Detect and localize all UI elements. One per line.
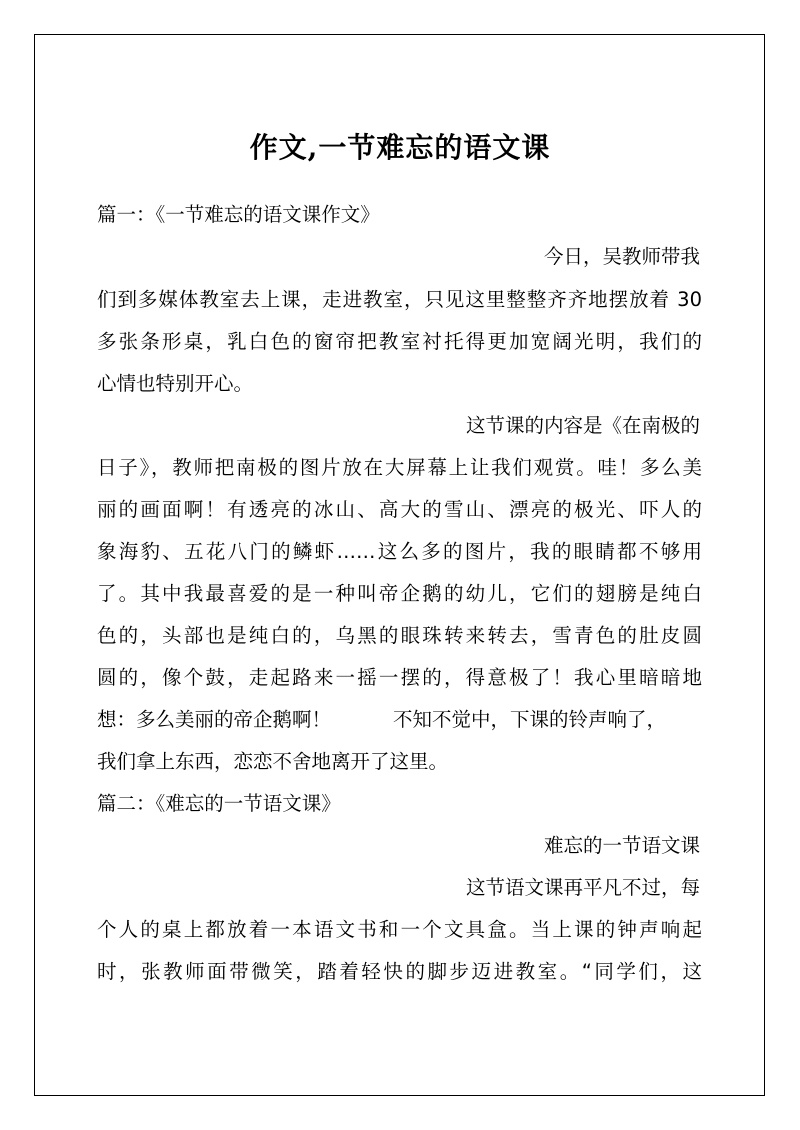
section2-para1-line: 个人的桌上都放着一本语文书和一个文具盒。当上课的钟声响起 [97, 918, 702, 941]
section1-heading: 篇一：《一节难忘的语文课作文》 [97, 203, 380, 226]
document-title: 作文,一节难忘的语文课 [249, 131, 551, 164]
section2-subtitle: 难忘的一节语文课 [543, 834, 700, 857]
section2-heading: 篇二：《难忘的一节语文课》 [97, 792, 341, 815]
section1-para1-line: 们到多媒体教室去上课，走进教室，只见这里整整齐齐地摆放着 30 [97, 288, 702, 311]
section2-para1-line: 时，张教师面带微笑，踏着轻快的脚步迈进教室。“同学们，这 [97, 960, 702, 983]
section1-para1-last-line: 心情也特别开心。 [97, 372, 254, 395]
section1-para2-last-line: 我们拿上东西，恋恋不舍地离开了这里。 [97, 750, 449, 773]
section1-para2-line: 了。其中我最喜爱的是一种叫帝企鹅的幼儿，它们的翅膀是纯白 [97, 582, 702, 605]
section1-para1-first-line: 今日，吴教师带我 [543, 245, 700, 268]
section1-para1-line: 多张条形桌，乳白色的窗帘把教室衬托得更加宽阔光明，我们的 [97, 330, 702, 353]
section1-para2-line: 丽的画面啊！有透亮的冰山、高大的雪山、漂亮的极光、吓人的 [97, 498, 702, 521]
section1-para2-line: 日子》，教师把南极的图片放在大屏幕上让我们观赏。哇！多么美 [97, 456, 702, 479]
section1-para2-line: 象海豹、五花八门的鳞虾……这么多的图片，我的眼睛都不够用 [97, 540, 702, 563]
section2-para1-first-line: 这节语文课再平凡不过，每 [465, 876, 700, 899]
section1-para2-line: 色的，头部也是纯白的，乌黑的眼珠转来转去，雪青色的肚皮圆 [97, 624, 702, 647]
section1-para2-line: 圆的，像个鼓，走起路来一摇一摆的，得意极了！我心里暗暗地 [97, 666, 702, 689]
section1-para2-first-line: 这节课的内容是《在南极的 [465, 414, 700, 437]
section1-para2-line: 想：多么美丽的帝企鹅啊！ 不知不觉中，下课的铃声响了， [97, 708, 666, 731]
